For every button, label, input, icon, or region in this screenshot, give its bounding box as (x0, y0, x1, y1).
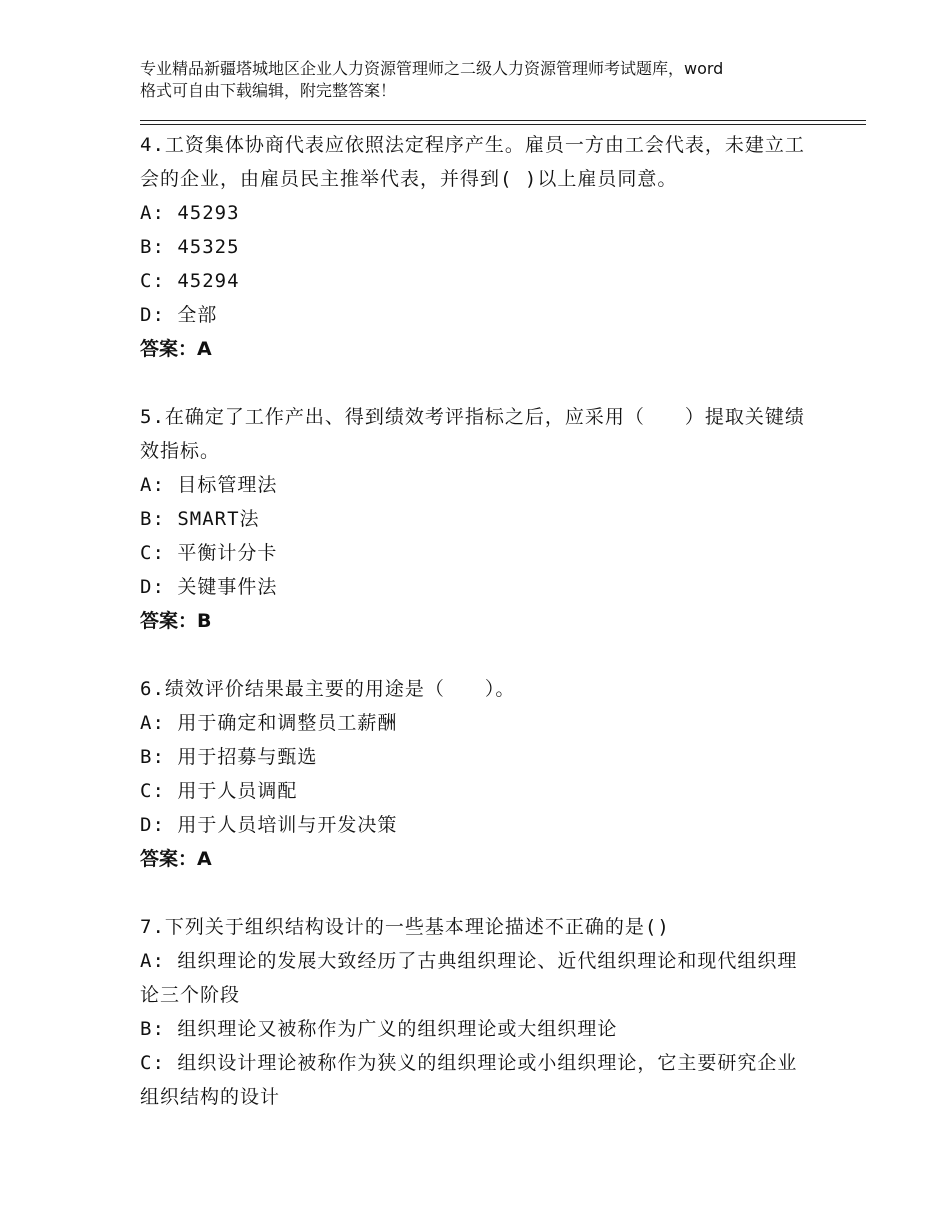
question-6 (140, 672, 810, 876)
question-list (140, 128, 810, 1148)
option-a: A: 目标管理法 (140, 474, 278, 496)
question-5 (140, 400, 810, 638)
question-text: 7.下列关于组织结构设计的一些基本理论描述不正确的是() (140, 916, 670, 938)
option-a: A: 45293 (140, 202, 240, 224)
answer-label: 答案：B (140, 610, 212, 632)
question-text: 5.在确定了工作产出、得到绩效考评指标之后，应采用（ ）提取关键绩效指标。 (140, 406, 805, 462)
document-header (140, 58, 840, 102)
option-d: D: 全部 (140, 304, 218, 326)
header-rule-bottom (140, 124, 866, 125)
header-line-2: 格式可自由下载编辑，附完整答案！ (140, 81, 397, 100)
option-c: C: 用于人员调配 (140, 780, 298, 802)
option-a: A: 组织理论的发展大致经历了古典组织理论、近代组织理论和现代组织理论三个阶段 (140, 950, 798, 1006)
option-b: B: 用于招募与甄选 (140, 746, 318, 768)
option-b: B: 组织理论又被称作为广义的组织理论或大组织理论 (140, 1018, 618, 1040)
answer-label: 答案：A (140, 338, 212, 360)
option-a: A: 用于确定和调整员工薪酬 (140, 712, 398, 734)
option-c: C: 平衡计分卡 (140, 542, 278, 564)
question-text: 4.工资集体协商代表应依照法定程序产生。雇员一方由工会代表，未建立工会的企业，由雇员民主推举代表，并得到( )以上雇员同意。 (140, 134, 805, 190)
option-b: B: 45325 (140, 236, 240, 258)
answer-label: 答案：A (140, 848, 212, 870)
question-7 (140, 910, 810, 1114)
option-d: D: 用于人员培训与开发决策 (140, 814, 398, 836)
header-rule-top (140, 120, 866, 121)
option-c: C: 45294 (140, 270, 240, 292)
header-line-1: 专业精品新疆塔城地区企业人力资源管理师之二级人力资源管理师考试题库，word (140, 59, 724, 78)
option-b: B: SMART法 (140, 508, 260, 530)
option-c: C: 组织设计理论被称作为狭义的组织理论或小组织理论，它主要研究企业组织结构的设计 (140, 1052, 798, 1108)
question-4 (140, 128, 810, 366)
question-text: 6.绩效评价结果最主要的用途是（ ）。 (140, 678, 516, 700)
option-d: D: 关键事件法 (140, 576, 278, 598)
